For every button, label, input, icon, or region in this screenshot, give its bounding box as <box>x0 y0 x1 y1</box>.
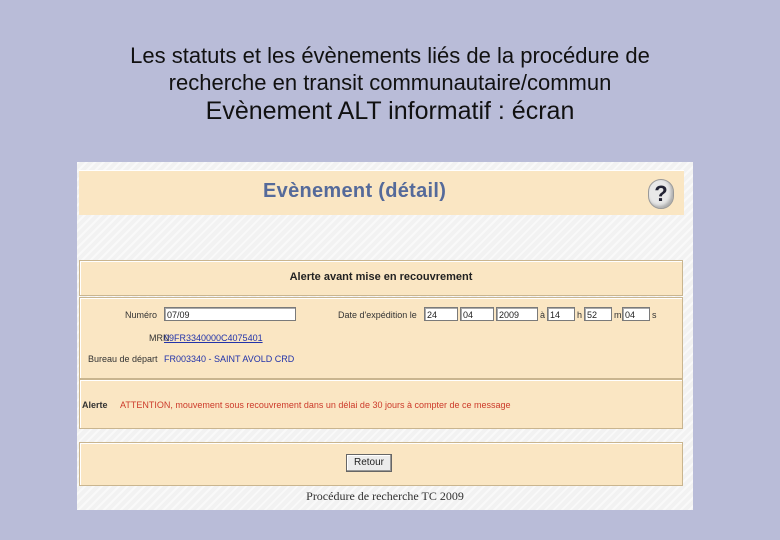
time-minute-field[interactable]: 52 <box>584 307 612 321</box>
return-button[interactable]: Retour <box>346 454 392 472</box>
slide-title-line2: recherche en transit communautaire/commun <box>168 70 612 95</box>
date-day-field[interactable]: 24 <box>424 307 458 321</box>
date-month-field[interactable]: 04 <box>460 307 494 321</box>
header-bar <box>79 170 684 215</box>
panel-title: Alerte avant mise en recouvrement <box>289 271 473 283</box>
numero-field[interactable]: 07/09 <box>164 307 296 321</box>
details-panel <box>79 297 683 379</box>
date-year-field[interactable]: 2009 <box>496 307 538 321</box>
slide-title-line3: Evènement ALT informatif : écran <box>205 97 575 125</box>
sep-m: m <box>614 310 622 320</box>
footer-text: Procédure de recherche TC 2009 <box>306 489 464 503</box>
page-title: Evènement (détail) <box>263 180 447 202</box>
sep-a: à <box>540 310 546 320</box>
alert-panel <box>79 379 683 429</box>
slide-title-line1: Les statuts et les évènements liés de la procédure de <box>130 43 650 68</box>
slide-title <box>0 42 780 126</box>
numero-label: Numéro <box>125 310 158 320</box>
sep-h: h <box>577 310 583 320</box>
date-label: Date d'expédition le <box>338 310 417 320</box>
actions-panel <box>79 442 683 486</box>
bureau-value: FR003340 - SAINT AVOLD CRD <box>164 354 295 364</box>
alert-title-panel <box>79 260 683 296</box>
bureau-label: Bureau de départ <box>88 354 158 364</box>
app-screenshot <box>77 162 693 510</box>
alert-label: Alerte <box>82 400 108 410</box>
help-icon[interactable]: ? <box>648 179 674 209</box>
alert-message: ATTENTION, mouvement sous recouvrement dans un délai de 30 jours à compter de ce message <box>120 400 511 410</box>
mrn-label: MRN <box>149 333 170 343</box>
time-hour-field[interactable]: 14 <box>547 307 575 321</box>
sep-s: s <box>652 310 657 320</box>
time-second-field[interactable]: 04 <box>622 307 650 321</box>
mrn-link[interactable]: 09FR3340000C4075401 <box>164 333 263 343</box>
